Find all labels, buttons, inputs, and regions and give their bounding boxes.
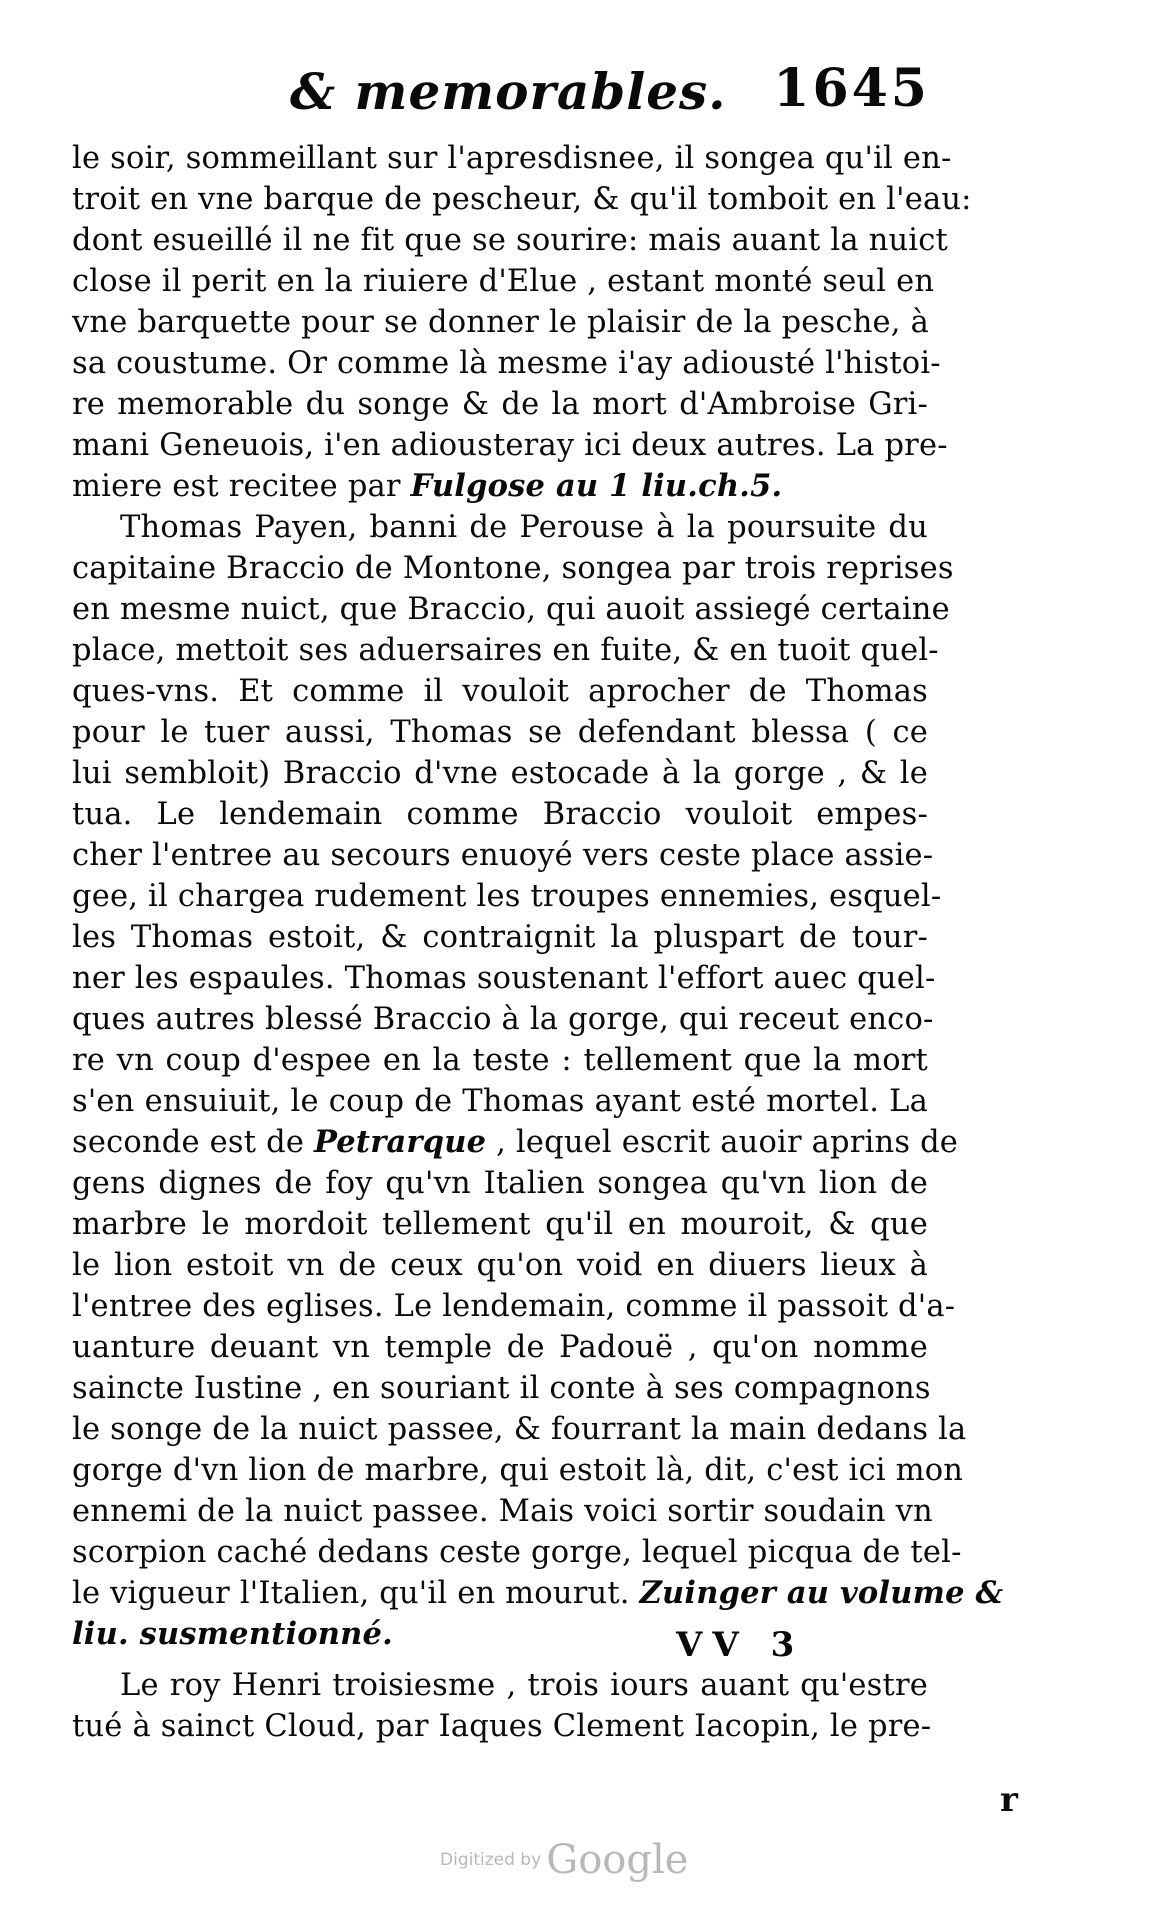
text-fragment: , lequel escrit auoir aprins de (486, 1125, 959, 1160)
text-line: cher l'entree au secours enuoyé vers ceste place assie- (72, 838, 934, 873)
text-line (72, 466, 928, 507)
text-line: le soir, sommeillant sur l'apresdisnee, il songea qu'il en- (72, 141, 952, 176)
text-line: scorpion caché dedans ceste gorge, lequel picqua de tel- (72, 1535, 962, 1570)
text-line: uanture deuant vn temple de Padouë , qu'on nomme (72, 1330, 928, 1365)
text-line: Le roy Henri troisiesme , trois iours auant qu'estre (120, 1668, 928, 1703)
text-line: capitaine Braccio de Montone, songea par trois reprises (72, 551, 954, 586)
text-line: troit en vne barque de pescheur, & qu'il tomboit en l'eau: (72, 182, 972, 217)
text-line: ner les espaules. Thomas soustenant l'effort auec quel- (72, 961, 936, 996)
running-head (290, 58, 930, 132)
citation: Zuinger au volume & (639, 1575, 1004, 1611)
text-line: s'en ensuiuit, le coup de Thomas ayant esté mortel. La (72, 1084, 928, 1119)
text-line: en mesme nuict, que Braccio, qui auoit assiegé certaine (72, 592, 950, 627)
text-line (72, 1122, 959, 1163)
citation: Fulgose au 1 liu.ch.5. (410, 468, 783, 504)
corner-mark: r (1000, 1780, 1018, 1820)
text-line: le songe de la nuict passee, & fourrant la main dedans la (72, 1412, 967, 1447)
text-line: place, mettoit ses aduersaires en fuite, & en tuoit quel- (72, 633, 939, 668)
text-line: gorge d'vn lion de marbre, qui estoit là, dit, c'est ici mon (72, 1453, 964, 1488)
running-title: & memorables. (290, 62, 727, 121)
text-line: sa coustume. Or comme là mesme i'ay adiousté l'histoi- (72, 346, 941, 381)
text-line: re vn coup d'espee en la teste : tellement que la mort (72, 1043, 928, 1078)
text-line: pour le tuer aussi, Thomas se defendant blessa ( ce (72, 715, 928, 750)
text-line: mani Geneuois, i'en adiousteray ici deux autres. La pre- (72, 428, 948, 463)
text-line: le lion estoit vn de ceux qu'on void en diuers lieux à (72, 1248, 928, 1283)
text-line: close il perit en la riuiere d'Elue , estant monté seul en (72, 264, 935, 299)
text-fragment: seconde est de (72, 1125, 314, 1160)
text-line: ques-vns. Et comme il vouloit aprocher de Thomas (72, 674, 928, 709)
text-line: Thomas Payen, banni de Perouse à la poursuite du (120, 510, 928, 545)
page-number: 1645 (773, 58, 930, 119)
text-line: gens dignes de foy qu'vn Italien songea qu'vn lion de (72, 1166, 928, 1201)
text-line: les Thomas estoit, & contraignit la pluspart de tour- (72, 920, 928, 955)
google-logo: Google (546, 1837, 689, 1883)
signature-mark: VV 3 (676, 1625, 805, 1665)
text-line: gee, il chargea rudement les troupes ennemies, esquel- (72, 879, 942, 914)
text-line: vne barquette pour se donner le plaisir de la pesche, à (72, 305, 929, 340)
text-line: marbre le mordoit tellement qu'il en mouroit, & que (72, 1207, 928, 1242)
text-line (72, 1573, 1004, 1614)
body-text (72, 138, 1004, 1747)
text-line: saincte Iustine , en souriant il conte à ses compagnons (72, 1371, 931, 1406)
digitized-watermark (440, 1837, 688, 1883)
text-line: ques autres blessé Braccio à la gorge, qui receut enco- (72, 1002, 934, 1037)
text-line: tué à sainct Cloud, par Iaques Clement Iacopin, le pre- (72, 1709, 932, 1744)
text-line: l'entree des eglises. Le lendemain, comme il passoit d'a- (72, 1289, 956, 1324)
text-line: re memorable du songe & de la mort d'Ambroise Gri- (72, 387, 928, 422)
text-fragment: miere est recitee par (72, 469, 411, 504)
author-name: Petrarque (313, 1124, 487, 1160)
text-line: dont esueillé il ne fit que se sourire: mais auant la nuict (72, 223, 949, 258)
watermark-prefix: Digitized by (440, 1850, 542, 1870)
text-fragment: le vigueur l'Italien, qu'il en mourut. (72, 1576, 640, 1611)
text-line: lui sembloit) Braccio d'vne estocade à la gorge , & le (72, 756, 928, 791)
text-line: tua. Le lendemain comme Braccio vouloit empes- (72, 797, 928, 832)
text-line: ennemi de la nuict passee. Mais voici sortir soudain vn (72, 1494, 933, 1529)
citation: liu. susmentionné. (72, 1616, 393, 1652)
